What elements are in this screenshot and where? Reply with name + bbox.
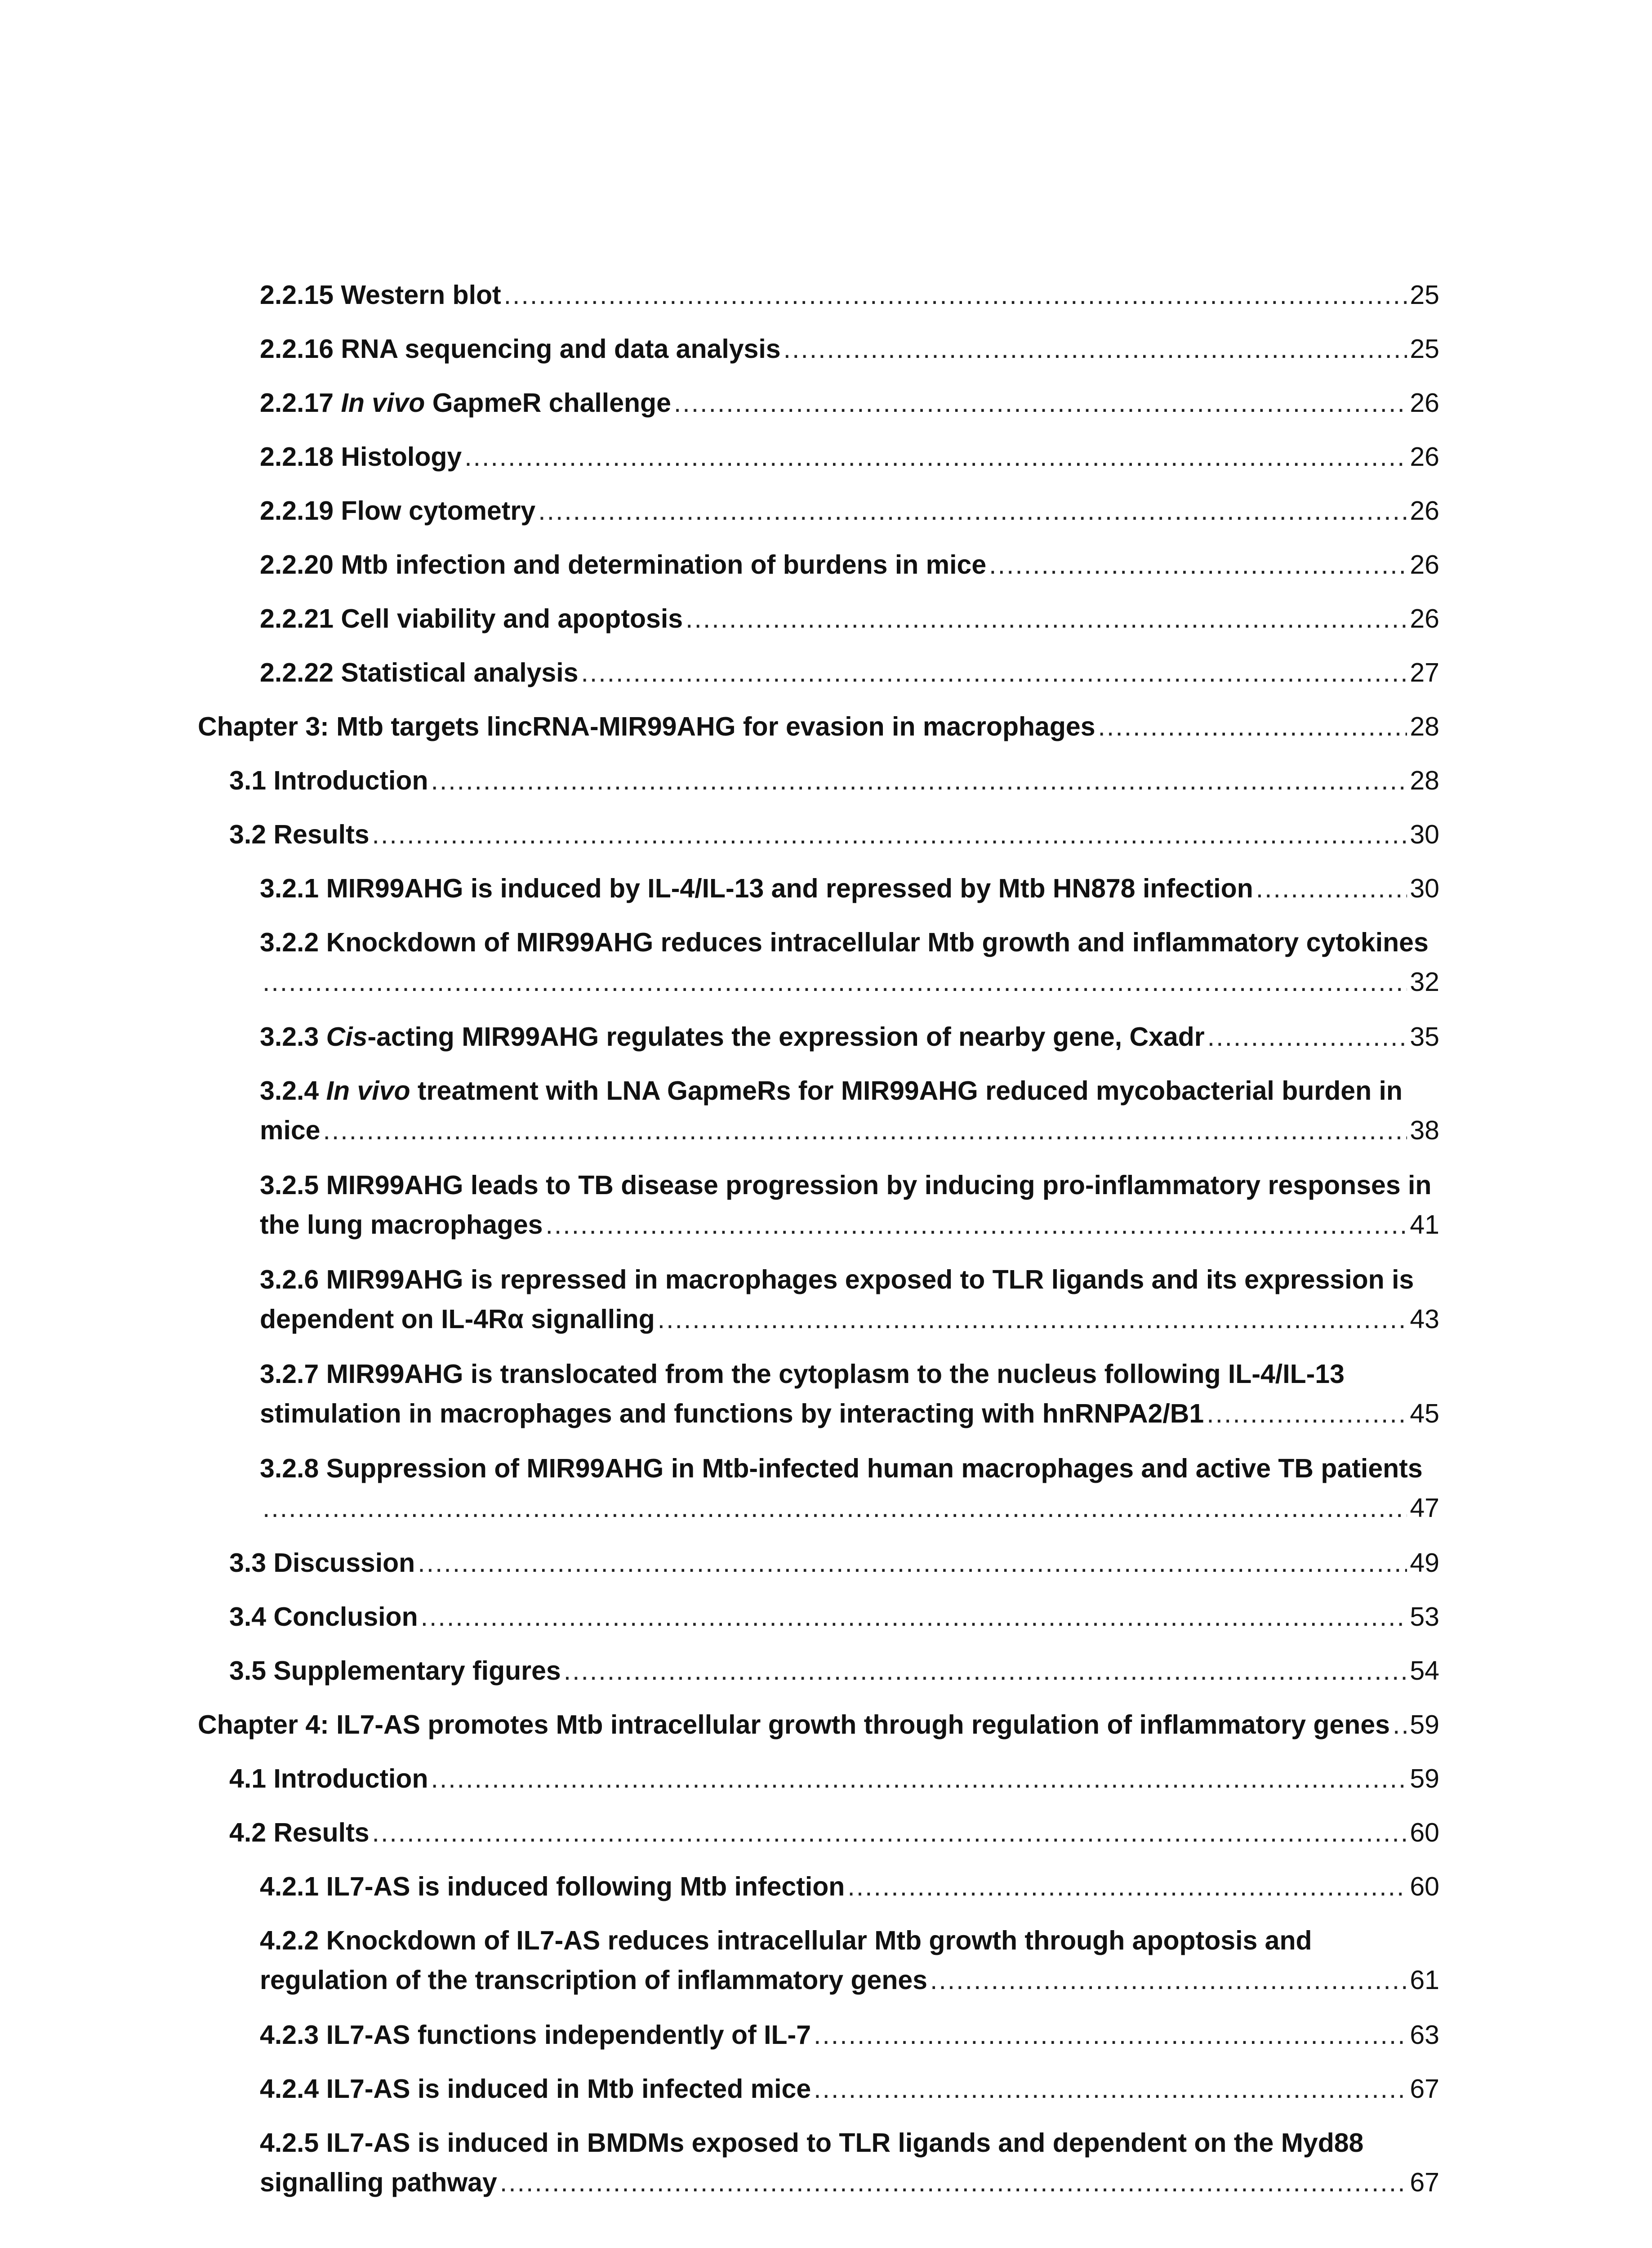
dot-leader bbox=[1207, 1397, 1407, 1430]
title-prefix: 3.2.4 bbox=[260, 1076, 326, 1106]
toc-entry-title: 3.2.1 MIR99AHG is induced by IL-4/IL-13 and repressed by Mtb HN878 infection bbox=[260, 874, 1253, 903]
toc-page-number: 28 bbox=[1410, 766, 1439, 795]
dot-leader bbox=[545, 1209, 1407, 1241]
toc-entry-title: 3.3 Discussion bbox=[229, 1548, 415, 1578]
toc-entry-title: 2.2.21 Cell viability and apoptosis bbox=[260, 604, 683, 633]
toc-page-number: 67 bbox=[1410, 2074, 1439, 2104]
toc-entry-title bbox=[260, 1075, 1439, 1107]
dot-leader bbox=[814, 2019, 1407, 2051]
toc-page-number: 28 bbox=[1410, 712, 1439, 741]
dot-leader bbox=[538, 495, 1407, 527]
toc-page-number: 59 bbox=[1410, 1764, 1439, 1793]
toc-page-number: 26 bbox=[1410, 550, 1439, 580]
toc-entry-title: 3.4 Conclusion bbox=[229, 1602, 418, 1632]
dot-leader bbox=[1207, 1021, 1407, 1053]
dot-leader bbox=[581, 656, 1407, 689]
dot-leader bbox=[421, 1601, 1407, 1633]
toc-entry-title: 3.2.6 MIR99AHG is repressed in macrophages exposed to TLR ligands and its expression is bbox=[260, 1265, 1414, 1294]
dot-leader bbox=[564, 1655, 1407, 1687]
toc-entry-title: 2.2.20 Mtb infection and determination of burdens in mice bbox=[260, 550, 987, 580]
toc-entry-title: 3.2.8 Suppression of MIR99AHG in Mtb-infected human macrophages and active TB patients bbox=[260, 1454, 1423, 1483]
toc-page-number: 30 bbox=[1410, 820, 1439, 849]
toc-page-number: 26 bbox=[1410, 442, 1439, 472]
dot-leader bbox=[418, 1547, 1407, 1579]
toc-entry-title: 4.2.1 IL7-AS is induced following Mtb infection bbox=[260, 1872, 845, 1901]
toc-entry-title: 2.2.15 Western blot bbox=[260, 280, 501, 310]
dot-leader bbox=[500, 2166, 1407, 2199]
toc-page-number: 26 bbox=[1410, 496, 1439, 526]
toc-entry-title: 3.2 Results bbox=[229, 820, 370, 849]
toc-entry-title: 3.2.5 MIR99AHG leads to TB disease progression by inducing pro-inflammatory responses in bbox=[260, 1170, 1432, 1200]
toc-page-number: 60 bbox=[1410, 1818, 1439, 1847]
toc-page-number: 49 bbox=[1410, 1548, 1439, 1578]
toc-entry-title: 3.2.7 MIR99AHG is translocated from the cytoplasm to the nucleus following IL-4/IL-13 bbox=[260, 1359, 1345, 1389]
toc-page-number: 27 bbox=[1410, 658, 1439, 687]
toc-entry-title: 2.2.16 RNA sequencing and data analysis bbox=[260, 334, 781, 364]
title-suffix: GapmeR challenge bbox=[425, 388, 671, 418]
toc-page-number: 26 bbox=[1410, 604, 1439, 633]
toc-page-number: 60 bbox=[1410, 1872, 1439, 1901]
dot-leader bbox=[1098, 710, 1407, 743]
toc-entry-title-continued: mice bbox=[260, 1115, 321, 1145]
toc-page-number: 25 bbox=[1410, 280, 1439, 310]
toc-entry-title: 4.2.4 IL7-AS is induced in Mtb infected mice bbox=[260, 2074, 811, 2104]
toc-entry-title bbox=[260, 387, 671, 419]
toc-entry-title: 4.2.3 IL7-AS functions independently of IL-7 bbox=[260, 2020, 811, 2050]
toc-page-number: 54 bbox=[1410, 1656, 1439, 1686]
toc-entry-title: 3.5 Supplementary figures bbox=[229, 1656, 561, 1686]
title-suffix: treatment with LNA GapmeRs for MIR99AHG reduced mycobacterial burden in bbox=[410, 1076, 1403, 1106]
dot-leader bbox=[1256, 872, 1407, 905]
toc-page-number: 53 bbox=[1410, 1602, 1439, 1632]
dot-leader bbox=[686, 602, 1407, 635]
dot-leader bbox=[658, 1303, 1407, 1335]
dot-leader bbox=[930, 1964, 1407, 1996]
toc-entry-title: 2.2.19 Flow cytometry bbox=[260, 496, 536, 526]
toc-page-number: 38 bbox=[1410, 1115, 1439, 1145]
toc-entry-title: Chapter 4: IL7-AS promotes Mtb intracellular growth through regulation of inflammatory genes bbox=[198, 1710, 1390, 1740]
toc-entry-title-continued: dependent on IL-4Rα signalling bbox=[260, 1304, 655, 1334]
toc-entry-title-continued: signalling pathway bbox=[260, 2168, 497, 2197]
toc-page-number: 30 bbox=[1410, 874, 1439, 903]
toc-page-number: 25 bbox=[1410, 334, 1439, 364]
toc-page-number: 67 bbox=[1410, 2168, 1439, 2197]
dot-leader bbox=[263, 1492, 1407, 1524]
dot-leader bbox=[674, 387, 1407, 419]
dot-leader bbox=[263, 966, 1407, 998]
toc-entry-title bbox=[260, 1021, 1205, 1053]
title-italic: In vivo bbox=[326, 1076, 410, 1106]
toc-entry-title: 4.2 Results bbox=[229, 1818, 370, 1847]
toc-entry-title: 2.2.18 Histology bbox=[260, 442, 462, 472]
toc-entry-title-continued: stimulation in macrophages and functions by interacting with hnRNPA2/B1 bbox=[260, 1399, 1204, 1428]
toc-entry-title: 3.2.2 Knockdown of MIR99AHG reduces intracellular Mtb growth and inflammatory cytokines bbox=[260, 928, 1429, 957]
toc-page-number: 43 bbox=[1410, 1304, 1439, 1334]
dot-leader bbox=[989, 549, 1407, 581]
toc-page-number: 59 bbox=[1410, 1710, 1439, 1740]
toc-page-number: 47 bbox=[1410, 1493, 1439, 1523]
toc-entry-title: 4.1 Introduction bbox=[229, 1764, 428, 1793]
toc-page-number: 41 bbox=[1410, 1210, 1439, 1240]
toc-page-number: 63 bbox=[1410, 2020, 1439, 2050]
toc-entry-title-continued: regulation of the transcription of inflammatory genes bbox=[260, 1965, 927, 1995]
dot-leader bbox=[847, 1870, 1407, 1903]
toc-page-number: 32 bbox=[1410, 967, 1439, 997]
toc-page-number: 35 bbox=[1410, 1022, 1439, 1052]
toc-entry-title: 3.1 Introduction bbox=[229, 766, 428, 795]
dot-leader bbox=[431, 764, 1407, 797]
dot-leader bbox=[814, 2073, 1407, 2105]
title-prefix: 3.2.3 bbox=[260, 1022, 326, 1052]
dot-leader bbox=[372, 1816, 1407, 1849]
title-italic: Cis bbox=[326, 1022, 368, 1052]
toc-entry-title: 2.2.22 Statistical analysis bbox=[260, 658, 579, 687]
dot-leader bbox=[372, 818, 1407, 851]
dot-leader bbox=[431, 1762, 1407, 1795]
dot-leader bbox=[504, 279, 1407, 311]
title-italic: In vivo bbox=[341, 388, 425, 418]
toc-page-number: 26 bbox=[1410, 388, 1439, 418]
dot-leader bbox=[1393, 1708, 1407, 1741]
toc-entry-title: 4.2.2 Knockdown of IL7-AS reduces intracellular Mtb growth through apoptosis and bbox=[260, 1926, 1312, 1955]
toc-page-number: 61 bbox=[1410, 1965, 1439, 1995]
toc-page-number: 45 bbox=[1410, 1399, 1439, 1428]
title-suffix: -acting MIR99AHG regulates the expression of nearby gene, Cxadr bbox=[367, 1022, 1205, 1052]
dot-leader bbox=[323, 1114, 1407, 1146]
toc-entry-title: 4.2.5 IL7-AS is induced in BMDMs exposed to TLR ligands and dependent on the Myd88 bbox=[260, 2128, 1364, 2158]
toc-entry-title: Chapter 3: Mtb targets lincRNA-MIR99AHG for evasion in macrophages bbox=[198, 712, 1095, 741]
toc-entry-title-continued: the lung macrophages bbox=[260, 1210, 543, 1240]
dot-leader bbox=[464, 441, 1407, 473]
dot-leader bbox=[784, 333, 1407, 365]
title-prefix: 2.2.17 bbox=[260, 388, 341, 418]
